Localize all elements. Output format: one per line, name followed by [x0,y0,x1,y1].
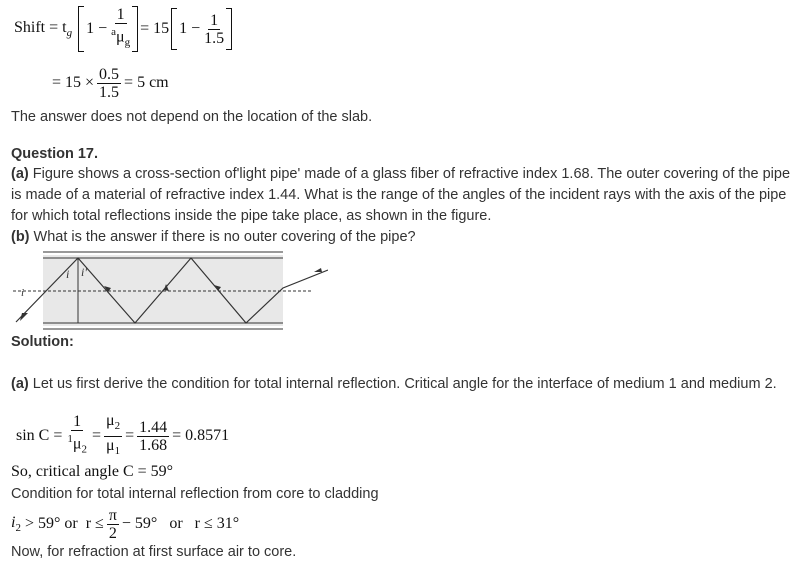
fraction-1-over-1-5: $\frac{1}{1.5}$ [204,11,225,47]
refraction-text: Now, for refraction at first surface air to core. [11,544,297,560]
fraction-mu2-over-mu1: $\frac{\mu_2}{\mu_1}$ [105,412,121,457]
answer-note: The answer does not depend on the location of the slab. [11,109,373,125]
sin-c-equation [16,414,229,458]
fraction-pi-over-2: $\frac{\pi}{2}$ [108,506,117,542]
sin-c-result: = 0.8571 [172,427,230,444]
condition-text: Condition for total internal reflection from core to cladding [11,486,379,502]
tir-inequality [11,504,239,544]
question-part-b [11,227,796,248]
solution-part-a [11,374,796,395]
part-a-label: (a) [11,166,29,182]
question-part-a [11,164,796,227]
label-i-prime: i' [81,265,87,279]
right-bracket [132,6,138,52]
right-bracket-2 [226,8,232,50]
shift-equation-2 [52,62,169,104]
label-i-left: i [21,287,25,299]
label-i: i [66,267,70,281]
shift-lhs: Shift = $t_g$ [14,18,73,40]
light-pipe-figure [8,250,328,332]
equals-b: = [125,427,135,444]
question-heading: Question 17. [11,146,99,162]
fraction-1-44-over-1-68: $\frac{1.44}{1.68}$ [139,418,168,454]
fraction-1-over-mu2: $\frac{1}{^1\mu_2}$ [67,413,87,456]
solution-part-a-text: Let us first derive the condition for total internal reflection. Critical angle for the interface of medium 1 and medium 2. [32,376,777,392]
shift-equation [14,4,232,54]
part-a-text: Figure shows a cross-section of'light pipe' made of a glass fiber of refractive index 1.68. The outer covering of the pipe is made of a material of refractive index 1.44. What is the range of the angles of the incident rays with the axis of the pipe for which total reflections inside the pipe take place, as shown in the figure. [11,166,791,224]
part-b-label: (b) [11,229,30,245]
critical-angle: So, critical angle C = 59° [11,463,174,480]
eq2-result: = 5 cm [124,74,169,91]
solution-heading: Solution: [11,334,74,350]
fraction-1-over-mu-g: $\frac{1}{^a\mu_g}$ [111,6,131,49]
part-b-text: What is the answer if there is no outer covering of the pipe? [33,229,416,245]
sin-c-lhs: sin C = [16,427,63,444]
one-minus: 1 − [86,20,108,37]
equals-15: = 15 [140,20,170,37]
left-bracket-2 [171,8,177,50]
ray-arrow-1 [20,313,28,321]
eq2-prefix: = 15 × [52,74,95,91]
fraction-0-5-over-1-5: $\frac{0.5}{1.5}$ [99,65,120,101]
left-bracket [78,6,84,52]
ineq-i: $i_2$ [11,513,21,535]
ray-arrow-5 [314,268,322,272]
solution-part-a-label: (a) [11,376,29,392]
one-minus-2: 1 − [179,20,201,37]
ineq-rest: > 59° or r ≤ [20,515,104,532]
ineq-tail: − 59° or r ≤ 31° [121,515,240,532]
equals-a: = [91,427,101,444]
